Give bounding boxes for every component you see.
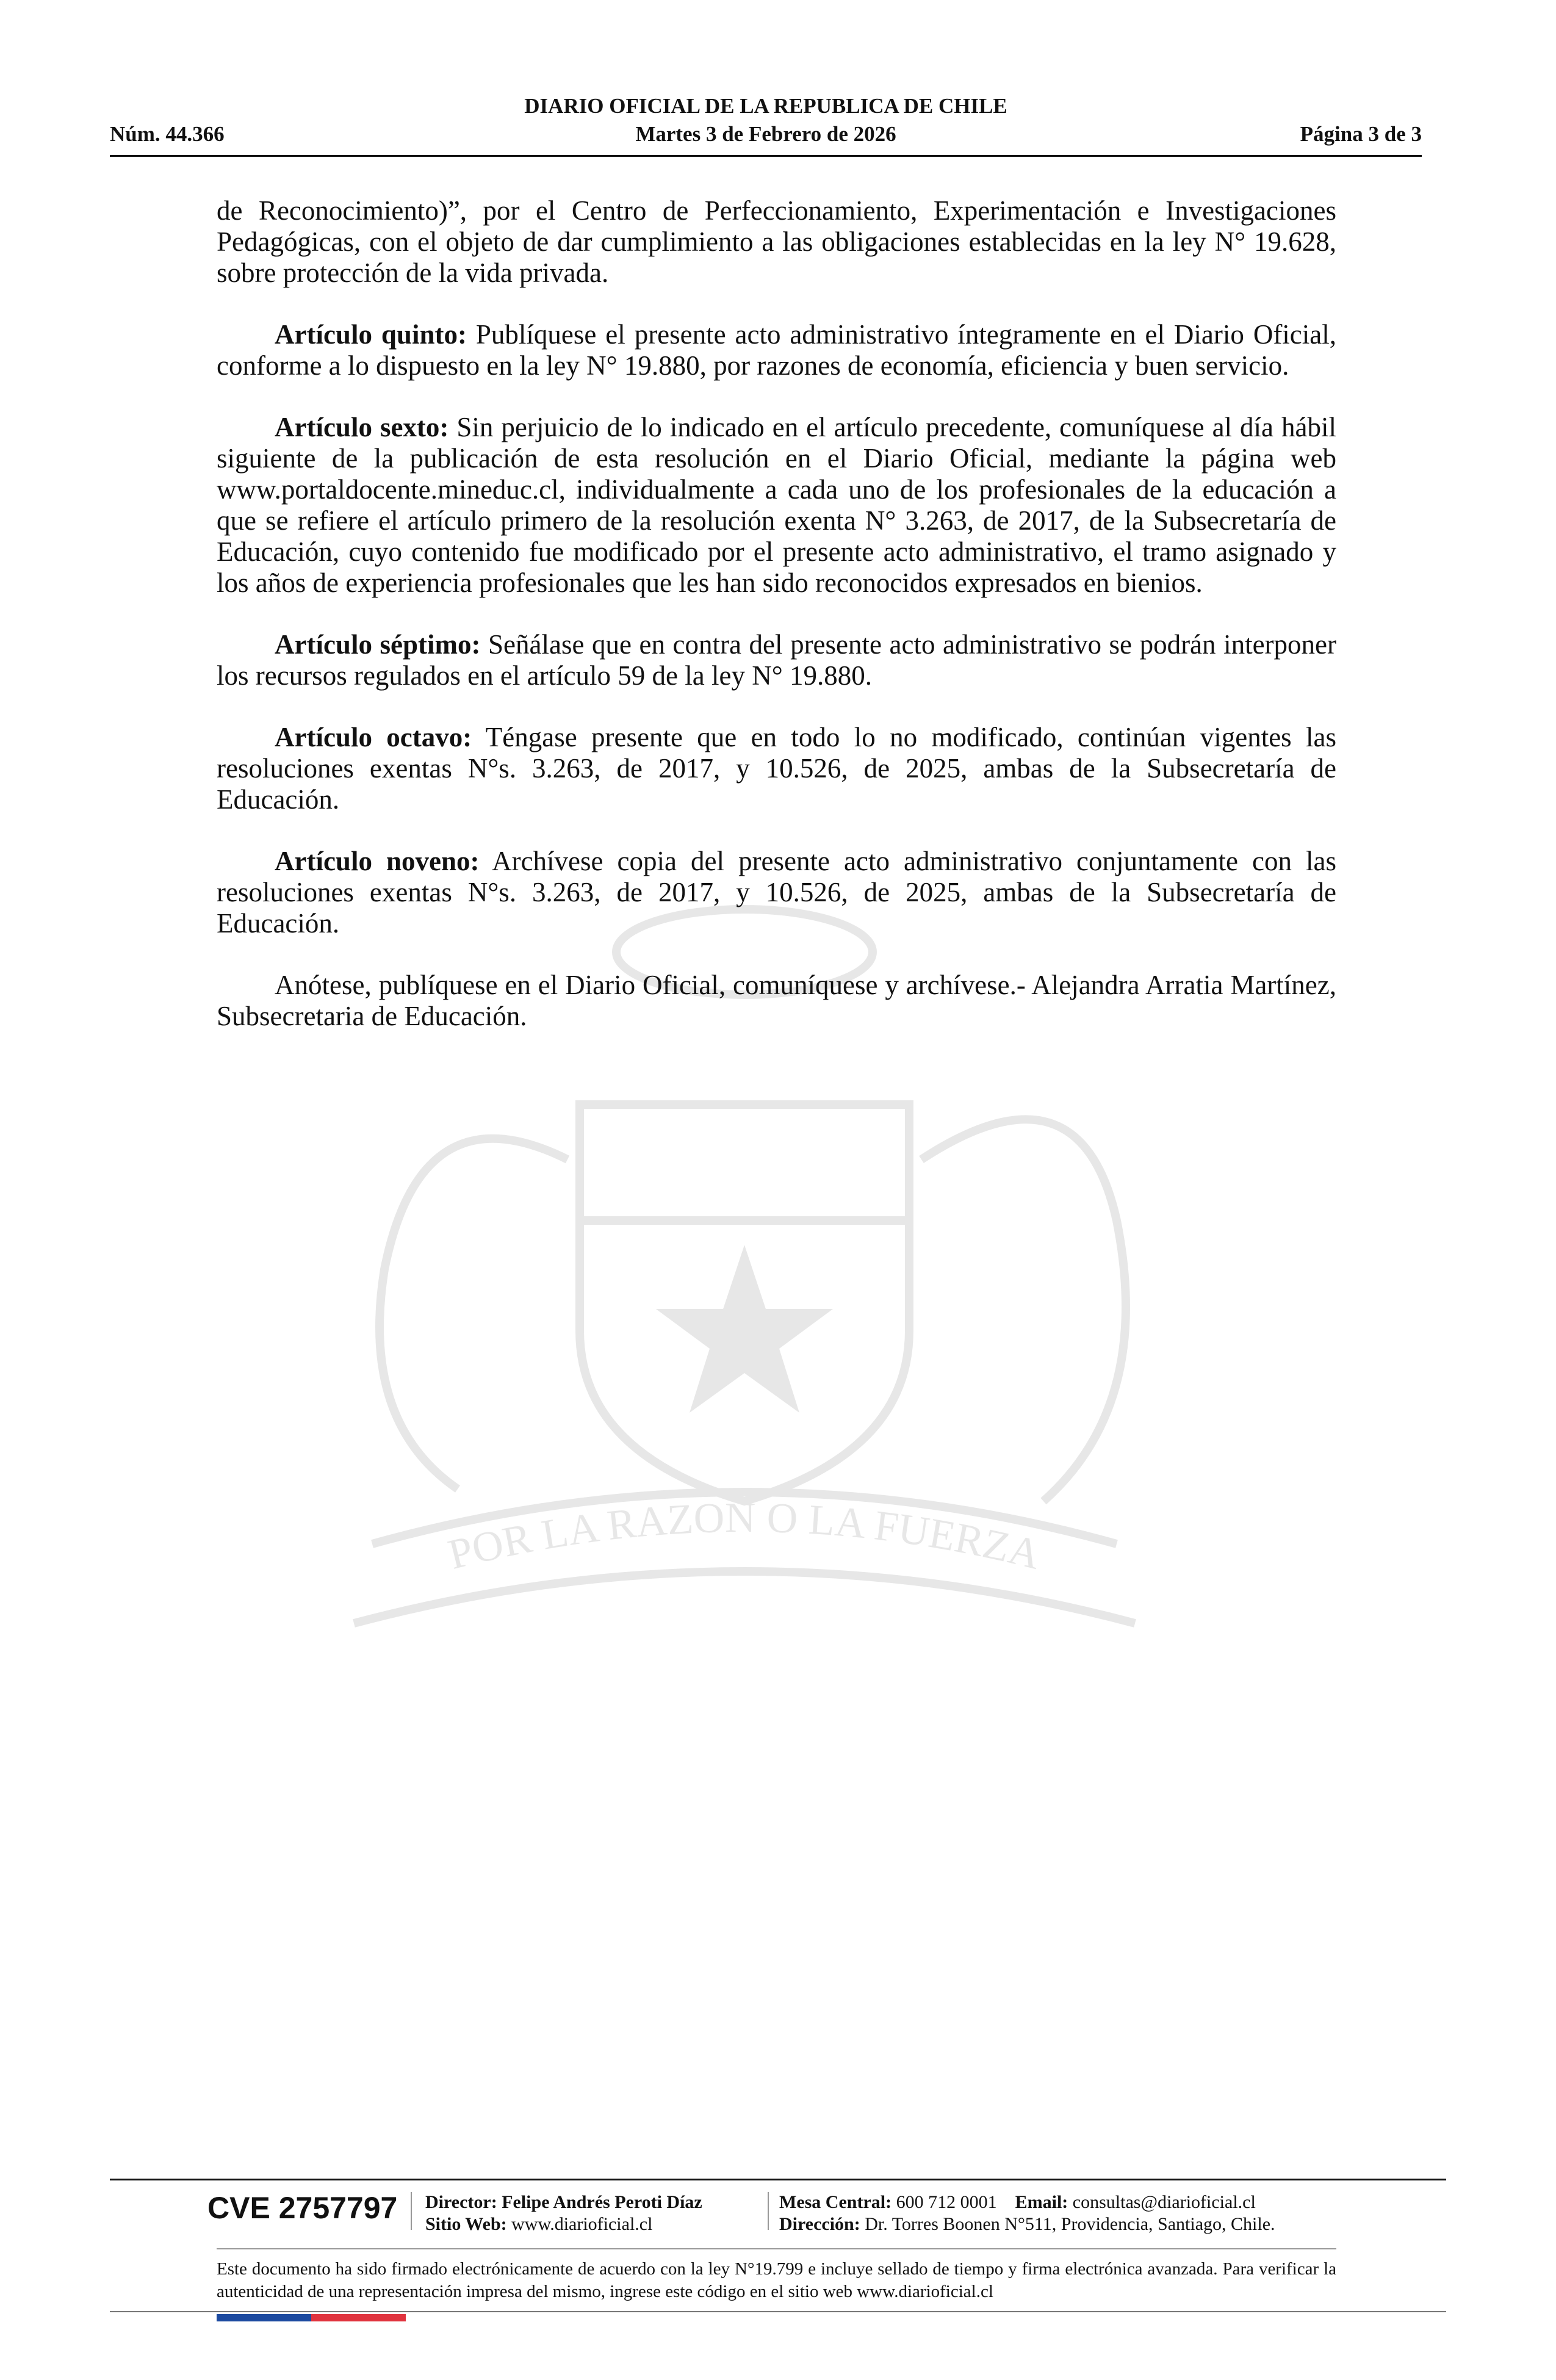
flag-stripe bbox=[217, 2314, 406, 2321]
site-label: Sitio Web: bbox=[425, 2214, 507, 2234]
header-divider bbox=[110, 155, 1422, 157]
footer-separator bbox=[411, 2192, 412, 2230]
flag-red-segment bbox=[311, 2314, 406, 2321]
address-value: Dr. Torres Boonen N°511, Providencia, Santiago, Chile. bbox=[860, 2214, 1275, 2234]
site-link[interactable]: www.diarioficial.cl bbox=[506, 2214, 653, 2234]
newspaper-title: DIARIO OFICIAL DE LA REPUBLICA DE CHILE bbox=[524, 94, 1007, 118]
footer-director-column bbox=[425, 2191, 702, 2235]
mesa-phone: 600 712 0001 bbox=[891, 2192, 997, 2212]
address-label: Dirección: bbox=[779, 2214, 860, 2234]
article-label: Artículo noveno: bbox=[275, 846, 480, 876]
article-quinto bbox=[217, 319, 1336, 381]
email-link[interactable]: consultas@diarioficial.cl bbox=[1068, 2192, 1256, 2212]
page-indicator: Página 3 de 3 bbox=[1300, 122, 1422, 146]
article-text: Publíquese el presente acto administrativo íntegramente en el Diario Oficial, conforme a lo dispuesto en la ley N° 19.880, por razones de economía, eficiencia y buen servicio. bbox=[217, 319, 1337, 381]
email-label: Email: bbox=[1015, 2192, 1068, 2212]
svg-text:POR LA RAZON O LA FUERZA bbox=[444, 1495, 1045, 1579]
article-text: Téngase presente que en todo lo no modificado, continúan vigentes las resoluciones exentas N°s. 3.263, de 2017, y 10.526, de 2025, ambas de la Subsecretaría de Educación. bbox=[217, 722, 1336, 815]
article-septimo bbox=[217, 629, 1336, 691]
flag-blue-segment bbox=[217, 2314, 311, 2321]
article-label: Artículo séptimo: bbox=[275, 629, 481, 660]
cve-code: CVE 2757797 bbox=[207, 2191, 398, 2225]
footer-inner-divider bbox=[217, 2248, 1336, 2249]
article-text: Sin perjuicio de lo indicado en el artículo precedente, comuníquese al día hábil siguiente de la publicación de esta resolución en el Diario Oficial, mediante la página web www.portaldocente.mineduc.cl, individualmente a cada uno de los profesionales de la educación a que se refiere el artículo primero de la resolución exenta N° 3.263, de 2017, de la Subsecretaría de Educación, cuyo contenido fue modificado por el presente acto administrativo, el tramo asignado y los años de experiencia profesionales que les han sido reconocidos expresados en bienios. bbox=[217, 412, 1336, 598]
article-octavo bbox=[217, 722, 1336, 815]
legal-notice: Este documento ha sido firmado electrónicamente de acuerdo con la ley N°19.799 e incluye sellado de tiempo y firma electrónica avanzada. Para verificar la autenticidad de una representación impresa del mismo, ingrese este código en el sitio web www.diarioficial.cl bbox=[217, 2259, 1336, 2301]
article-noveno bbox=[217, 846, 1336, 939]
footer-separator bbox=[768, 2192, 769, 2230]
footer-contact-column bbox=[779, 2191, 1275, 2235]
document-body bbox=[217, 195, 1336, 1062]
mesa-label: Mesa Central: bbox=[779, 2192, 892, 2212]
article-sexto bbox=[217, 412, 1336, 599]
article-text: Archívese copia del presente acto administrativo conjuntamente con las resoluciones exentas N°s. 3.263, de 2017, y 10.526, de 2025, ambas de la Subsecretaría de Educación. bbox=[217, 846, 1336, 939]
article-text: Señálase que en contra del presente acto administrativo se podrán interponer los recursos regulados en el artículo 59 de la ley N° 19.880. bbox=[217, 629, 1336, 691]
article-label: Artículo octavo: bbox=[275, 722, 472, 752]
closing-signature: Anótese, publíquese en el Diario Oficial, comuníquese y archívese.- Alejandra Arratia Martínez, Subsecretaria de Educación. bbox=[217, 970, 1336, 1031]
issue-number: Núm. 44.366 bbox=[110, 122, 225, 146]
footer-bottom-divider bbox=[110, 2311, 1446, 2312]
footer-divider bbox=[110, 2179, 1446, 2180]
director-info: Director: Felipe Andrés Peroti Díaz bbox=[425, 2192, 702, 2212]
continuation-paragraph: de Reconocimiento)”, por el Centro de Perfeccionamiento, Experimentación e Investigaciones Pedagógicas, con el objeto de dar cumplimiento a las obligaciones establecidas en la ley N° 19.628, sobre protección de la vida privada. bbox=[217, 195, 1336, 288]
issue-date: Martes 3 de Febrero de 2026 bbox=[635, 122, 896, 146]
coat-of-arms-motto: POR LA RAZON O LA FUERZA bbox=[444, 1494, 1045, 1579]
page-header bbox=[110, 93, 1422, 160]
article-label: Artículo quinto: bbox=[275, 319, 467, 350]
article-label: Artículo sexto: bbox=[275, 412, 449, 442]
